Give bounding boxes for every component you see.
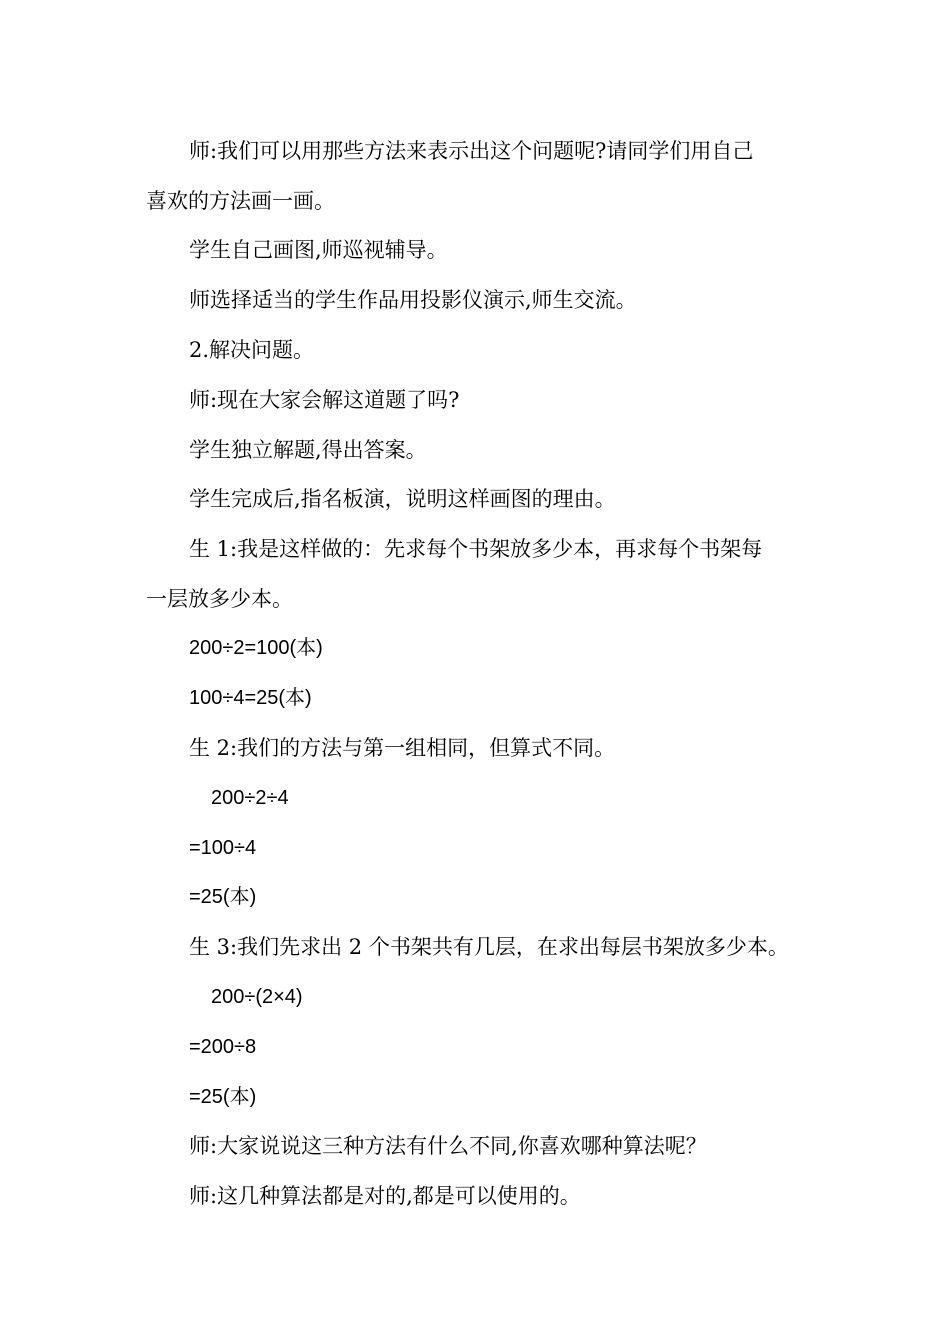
equation-2a: 200÷2÷4 [211,787,289,809]
equation-3a: 200÷(2×4) [211,986,303,1008]
paragraph-teacher-select: 师选择适当的学生作品用投影仪演示,师生交流。 [189,288,637,312]
paragraph-student1: 生 1:我是这样做的：先求每个书架放多少本，再求每个书架每 [189,537,763,561]
paragraph-student1-cont: 一层放多少本。 [146,587,293,611]
equation-2c: =25(本) [189,886,257,908]
paragraph-board-demo: 学生完成后,指名板演，说明这样画图的理由。 [189,487,616,511]
paragraph-student3: 生 3:我们先求出 2 个书架共有几层，在求出每层书架放多少本。 [189,935,789,959]
equation-3c: =25(本) [189,1086,257,1108]
equation-1a: 200÷2=100(本) [189,637,323,659]
paragraph-teacher-compare: 师:大家说说这三种方法有什么不同,你喜欢哪种算法呢？ [189,1134,707,1158]
paragraph-student2: 生 2:我们的方法与第一组相同，但算式不同。 [189,736,616,760]
paragraph-students-draw: 学生自己画图,师巡视辅导。 [189,238,448,262]
equation-1b: 100÷4=25(本) [189,687,312,709]
equation-2b: =100÷4 [189,837,257,859]
paragraph-teacher-conclude: 师:这几种算法都是对的,都是可以使用的。 [189,1184,581,1208]
paragraph-students-solve: 学生独立解题,得出答案。 [189,438,427,462]
section-heading-solve: 2.解决问题。 [189,338,315,362]
paragraph-teacher-question-cont: 喜欢的方法画一画。 [146,189,335,213]
equation-3b: =200÷8 [189,1036,257,1058]
paragraph-teacher-ask: 师:现在大家会解这道题了吗? [189,388,460,412]
paragraph-teacher-question: 师:我们可以用那些方法来表示出这个问题呢?请同学们用自己 [189,139,754,163]
